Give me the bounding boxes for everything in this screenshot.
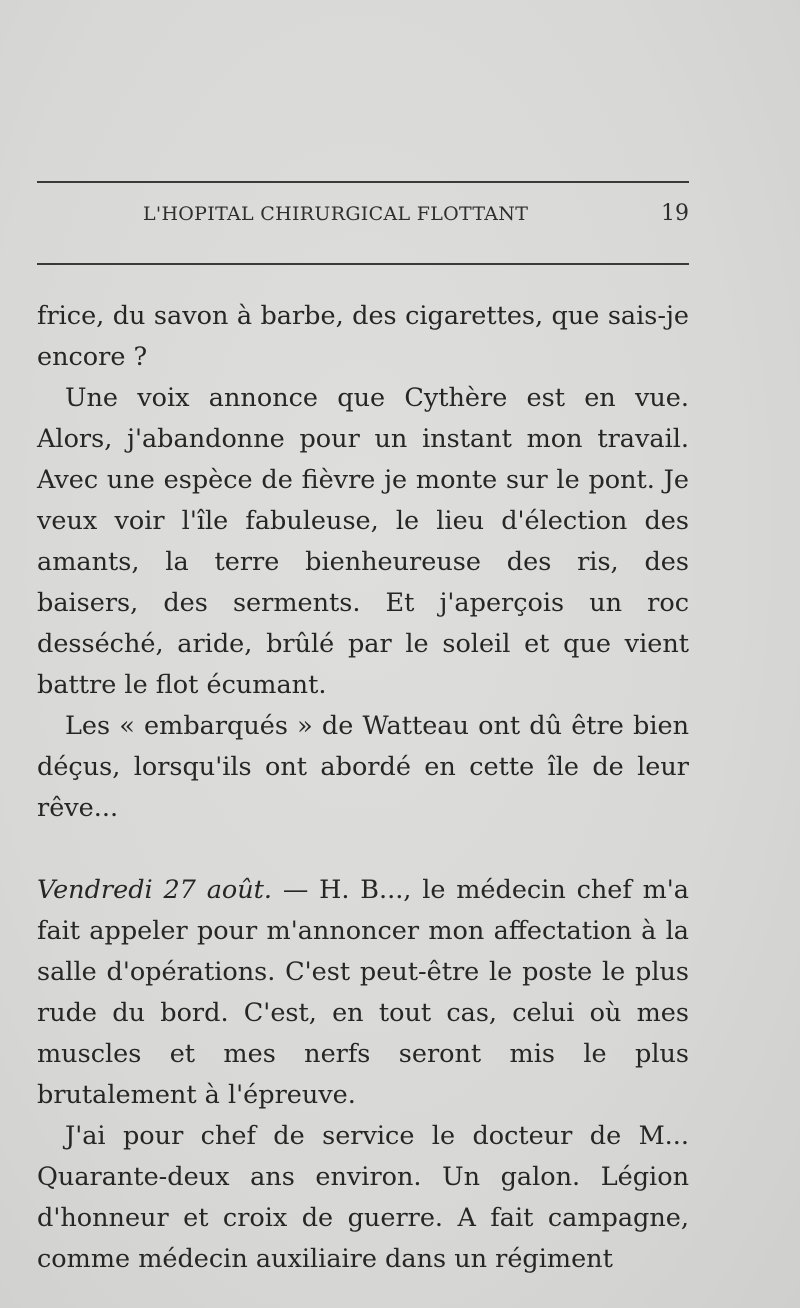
- paragraph-3: Les « embarqués » de Watteau ont dû être bien déçus, lorsqu'ils ont abordé en cette île de leur rêve...: [37, 711, 689, 823]
- paragraph-2: Une voix annonce que Cythère est en vue. Alors, j'abandonne pour un instant mon travail. Avec une espèce de fièvre je monte sur le pont. Je veux voir l'île fabuleuse, le lieu d'élection des amants, la terre bienheureuse des ris, des baisers, des serments. Et j'aperçois un roc desséché, aride, brûlé par le soleil et que vient battre le flot écumant.: [37, 383, 689, 700]
- header-top-rule: [37, 181, 689, 183]
- body-text: [37, 296, 689, 1280]
- diary-entry-paragraph: [37, 870, 689, 1116]
- paragraph-5: J'ai pour chef de service le docteur de M... Quarante-deux ans environ. Un galon. Légion d'honneur et croix de guerre. A fait campagne, comme médecin auxiliaire dans un régiment: [37, 1121, 689, 1274]
- entry-date: Vendredi 27 août.: [37, 875, 273, 905]
- page-number: 19: [661, 201, 689, 226]
- entry-text: — H. B..., le médecin chef m'a fait appeler pour m'annoncer mon affectation à la salle d'opérations. C'est peut-être le poste le plus rude du bord. C'est, en tout cas, celui où mes muscles et mes nerfs seront mis le plus brutalement à l'épreuve.: [37, 875, 689, 1110]
- paragraph-1: frice, du savon à barbe, des cigarettes, que sais-je encore ?: [37, 301, 689, 372]
- running-title: L'HOPITAL CHIRURGICAL FLOTTANT: [143, 203, 529, 225]
- header-bottom-rule: [37, 263, 689, 265]
